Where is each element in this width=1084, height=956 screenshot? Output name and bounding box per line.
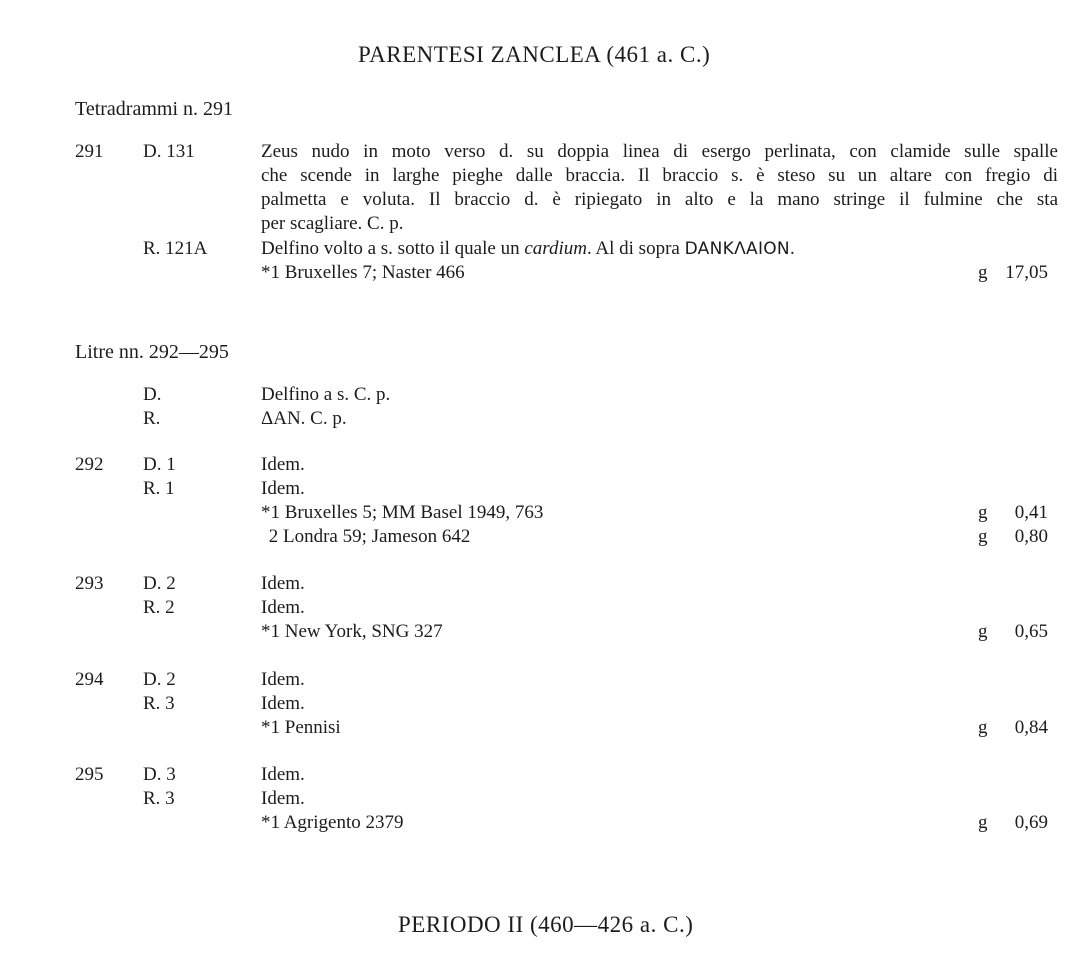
reverse-die: R. 121A <box>143 238 208 259</box>
obverse-description: Idem. <box>261 454 305 475</box>
obverse-die: D. 2 <box>143 573 176 594</box>
reverse-italic-term: cardium <box>524 238 587 259</box>
obverse-description-line: Zeus nudo in moto verso d. su doppia linea di esergo perlinata, con clamide sulle spalle <box>261 141 1058 162</box>
obverse-die: D. 3 <box>143 764 176 785</box>
specimen-weight: 0,65 <box>1014 621 1048 642</box>
obverse-description: Idem. <box>261 764 305 785</box>
specimen-label: *1 Pennisi <box>261 717 341 738</box>
reverse-text: Delfino volto a s. sotto il quale un <box>261 238 525 259</box>
reverse-text: . <box>789 238 795 259</box>
weight-unit: g <box>978 717 988 738</box>
obverse-description: Idem. <box>261 669 305 690</box>
type-reverse-die: R. <box>143 408 161 429</box>
reverse-die: R. 3 <box>143 788 175 809</box>
obverse-die: D. 2 <box>143 669 176 690</box>
catalog-number: 294 <box>75 669 104 690</box>
reverse-description: Idem. <box>261 478 305 499</box>
obverse-die: D. 1 <box>143 454 176 475</box>
specimen-weight: 0,69 <box>1014 812 1048 833</box>
obverse-description-line: che scende in larghe pieghe dalle braccia. Il braccio s. è steso su un altare con fregio di <box>261 165 1058 186</box>
weight-unit: g <box>978 502 988 523</box>
reverse-die: R. 2 <box>143 597 175 618</box>
catalog-number: 292 <box>75 454 104 475</box>
obverse-description-line: palmetta e voluta. Il braccio d. è ripiegato in alto e la mano stringe il fulmine che sta <box>261 189 1058 210</box>
specimen-label: *1 New York, SNG 327 <box>261 621 443 642</box>
obverse-die: D. 131 <box>143 141 195 162</box>
specimen-weight: 17,05 <box>1005 262 1048 283</box>
reverse-die: R. 1 <box>143 478 175 499</box>
page-title: PARENTESI ZANCLEA (461 a. C.) <box>358 42 711 67</box>
weight-unit: g <box>978 621 988 642</box>
catalog-number: 291 <box>75 141 104 162</box>
catalog-number: 293 <box>75 573 104 594</box>
weight-unit: g <box>978 526 988 547</box>
specimen-weight: 0,41 <box>1014 502 1048 523</box>
reverse-die: R. 3 <box>143 693 175 714</box>
reverse-legend: DANKΛAION <box>684 239 790 259</box>
reverse-description: Idem. <box>261 597 305 618</box>
type-obverse-die: D. <box>143 384 162 405</box>
catalog-number: 295 <box>75 764 104 785</box>
weight-unit: g <box>978 812 988 833</box>
reverse-description <box>261 237 795 261</box>
type-obverse-description: Delfino a s. C. p. <box>261 384 391 405</box>
specimen-label: *1 Agrigento 2379 <box>261 812 404 833</box>
specimen-weight: 0,80 <box>1014 526 1048 547</box>
section-heading-litre: Litre nn. 292—295 <box>75 341 229 363</box>
obverse-description: Idem. <box>261 573 305 594</box>
specimen-label: 2 Londra 59; Jameson 642 <box>264 526 471 547</box>
section-heading-tetradrammi: Tetradrammi n. 291 <box>75 98 233 120</box>
specimen-label: *1 Bruxelles 5; MM Basel 1949, 763 <box>261 502 544 523</box>
type-reverse-description: ΔAN. C. p. <box>261 408 347 429</box>
reverse-description: Idem. <box>261 693 305 714</box>
weight-unit: g <box>978 262 988 283</box>
next-period-title: PERIODO II (460—426 a. C.) <box>398 912 694 937</box>
obverse-description-line: per scagliare. C. p. <box>261 213 404 234</box>
specimen-weight: 0,84 <box>1014 717 1048 738</box>
specimen-label: *1 Bruxelles 7; Naster 466 <box>261 262 465 283</box>
reverse-description: Idem. <box>261 788 305 809</box>
reverse-text: . Al di sopra <box>586 238 685 259</box>
